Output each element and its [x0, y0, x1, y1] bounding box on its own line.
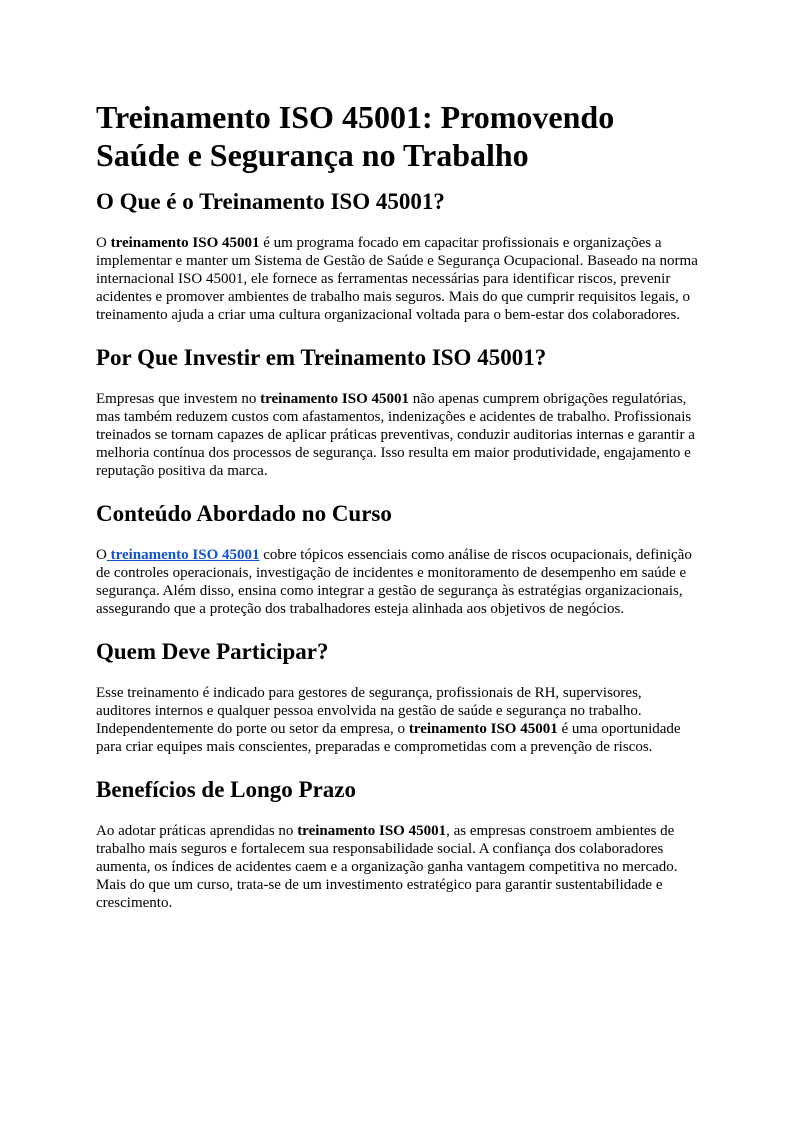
- section-heading-long-term-benefits: Benefícios de Longo Prazo: [96, 777, 356, 802]
- document-page: [96, 98, 698, 932]
- bold-keyword: treinamento ISO 45001: [110, 235, 260, 251]
- section-paragraph-why-invest: [96, 390, 698, 480]
- section-heading-course-content: Conteúdo Abordado no Curso: [96, 501, 392, 526]
- paragraph-text: cobre tópicos essenciais como análise de riscos ocupacionais, definição de controles operacionais, investigação de incidentes e monitoramento de desempenho em saúde e segurança. Além disso, ensina como integrar a gestão de segurança às estratégias organizacionais, assegurando que a proteção dos trabalhadores esteja alinhada aos objetivos de negócios.: [96, 547, 692, 617]
- paragraph-text: Empresas que investem no: [96, 391, 261, 407]
- page-title: Treinamento ISO 45001: Promovendo Saúde e Segurança no Trabalho: [96, 99, 615, 173]
- section-paragraph-course-content: [96, 546, 698, 618]
- paragraph-text: , as empresas constroem ambientes de trabalho mais seguros e fortalecem sua responsabilidade social. A confiança dos colaboradores aumenta, os índices de acidentes caem e a organização ganha vantagem competitiva no mercado. Mais do que um curso, trata-se de um investimento estratégico para garantir sustentabilidade e crescimento.: [96, 823, 678, 911]
- section-paragraph-long-term-benefits: [96, 822, 698, 912]
- paragraph-text: Ao adotar práticas aprendidas no: [96, 823, 298, 839]
- section-heading-why-invest: Por Que Investir em Treinamento ISO 45001?: [96, 345, 547, 370]
- bold-keyword: treinamento ISO 45001: [297, 823, 447, 839]
- bold-keyword: treinamento ISO 45001: [408, 721, 558, 737]
- section-paragraph-what-is: [96, 234, 698, 324]
- paragraph-text: O: [96, 235, 111, 251]
- bold-keyword: treinamento ISO 45001: [260, 391, 410, 407]
- section-heading-what-is: O Que é o Treinamento ISO 45001?: [96, 189, 445, 214]
- paragraph-text: é uma oportunidade para criar equipes mais conscientes, preparadas e comprometidas com a prevenção de riscos.: [96, 721, 681, 755]
- treinamento-iso-45001-link[interactable]: treinamento ISO 45001: [106, 547, 260, 563]
- section-paragraph-who-should-attend: [96, 684, 698, 756]
- paragraph-text: é um programa focado em capacitar profissionais e organizações a implementar e manter um Sistema de Gestão de Saúde e Segurança Ocupacional. Baseado na norma internacional ISO 45001, ele fornece as ferramentas necessárias para identificar riscos, prevenir acidentes e promover ambientes de trabalho mais seguros. Mais do que cumprir requisitos legais, o treinamento ajuda a criar uma cultura organizacional voltada para o bem-estar dos colaboradores.: [96, 235, 698, 323]
- paragraph-text: O: [96, 547, 107, 563]
- section-heading-who-should-attend: Quem Deve Participar?: [96, 639, 329, 664]
- paragraph-text: não apenas cumprem obrigações regulatórias, mas também reduzem custos com afastamentos, indenizações e acidentes de trabalho. Profissionais treinados se tornam capazes de aplicar práticas preventivas, conduzir auditorias internas e garantir a melhoria contínua dos processos de segurança. Isso resulta em maior produtividade, engajamento e reputação positiva da marca.: [96, 391, 695, 479]
- paragraph-text: Esse treinamento é indicado para gestores de segurança, profissionais de RH, supervisores, auditores internos e qualquer pessoa envolvida na gestão de saúde e segurança no trabalho. Independentemente do porte ou setor da empresa, o: [96, 685, 642, 737]
